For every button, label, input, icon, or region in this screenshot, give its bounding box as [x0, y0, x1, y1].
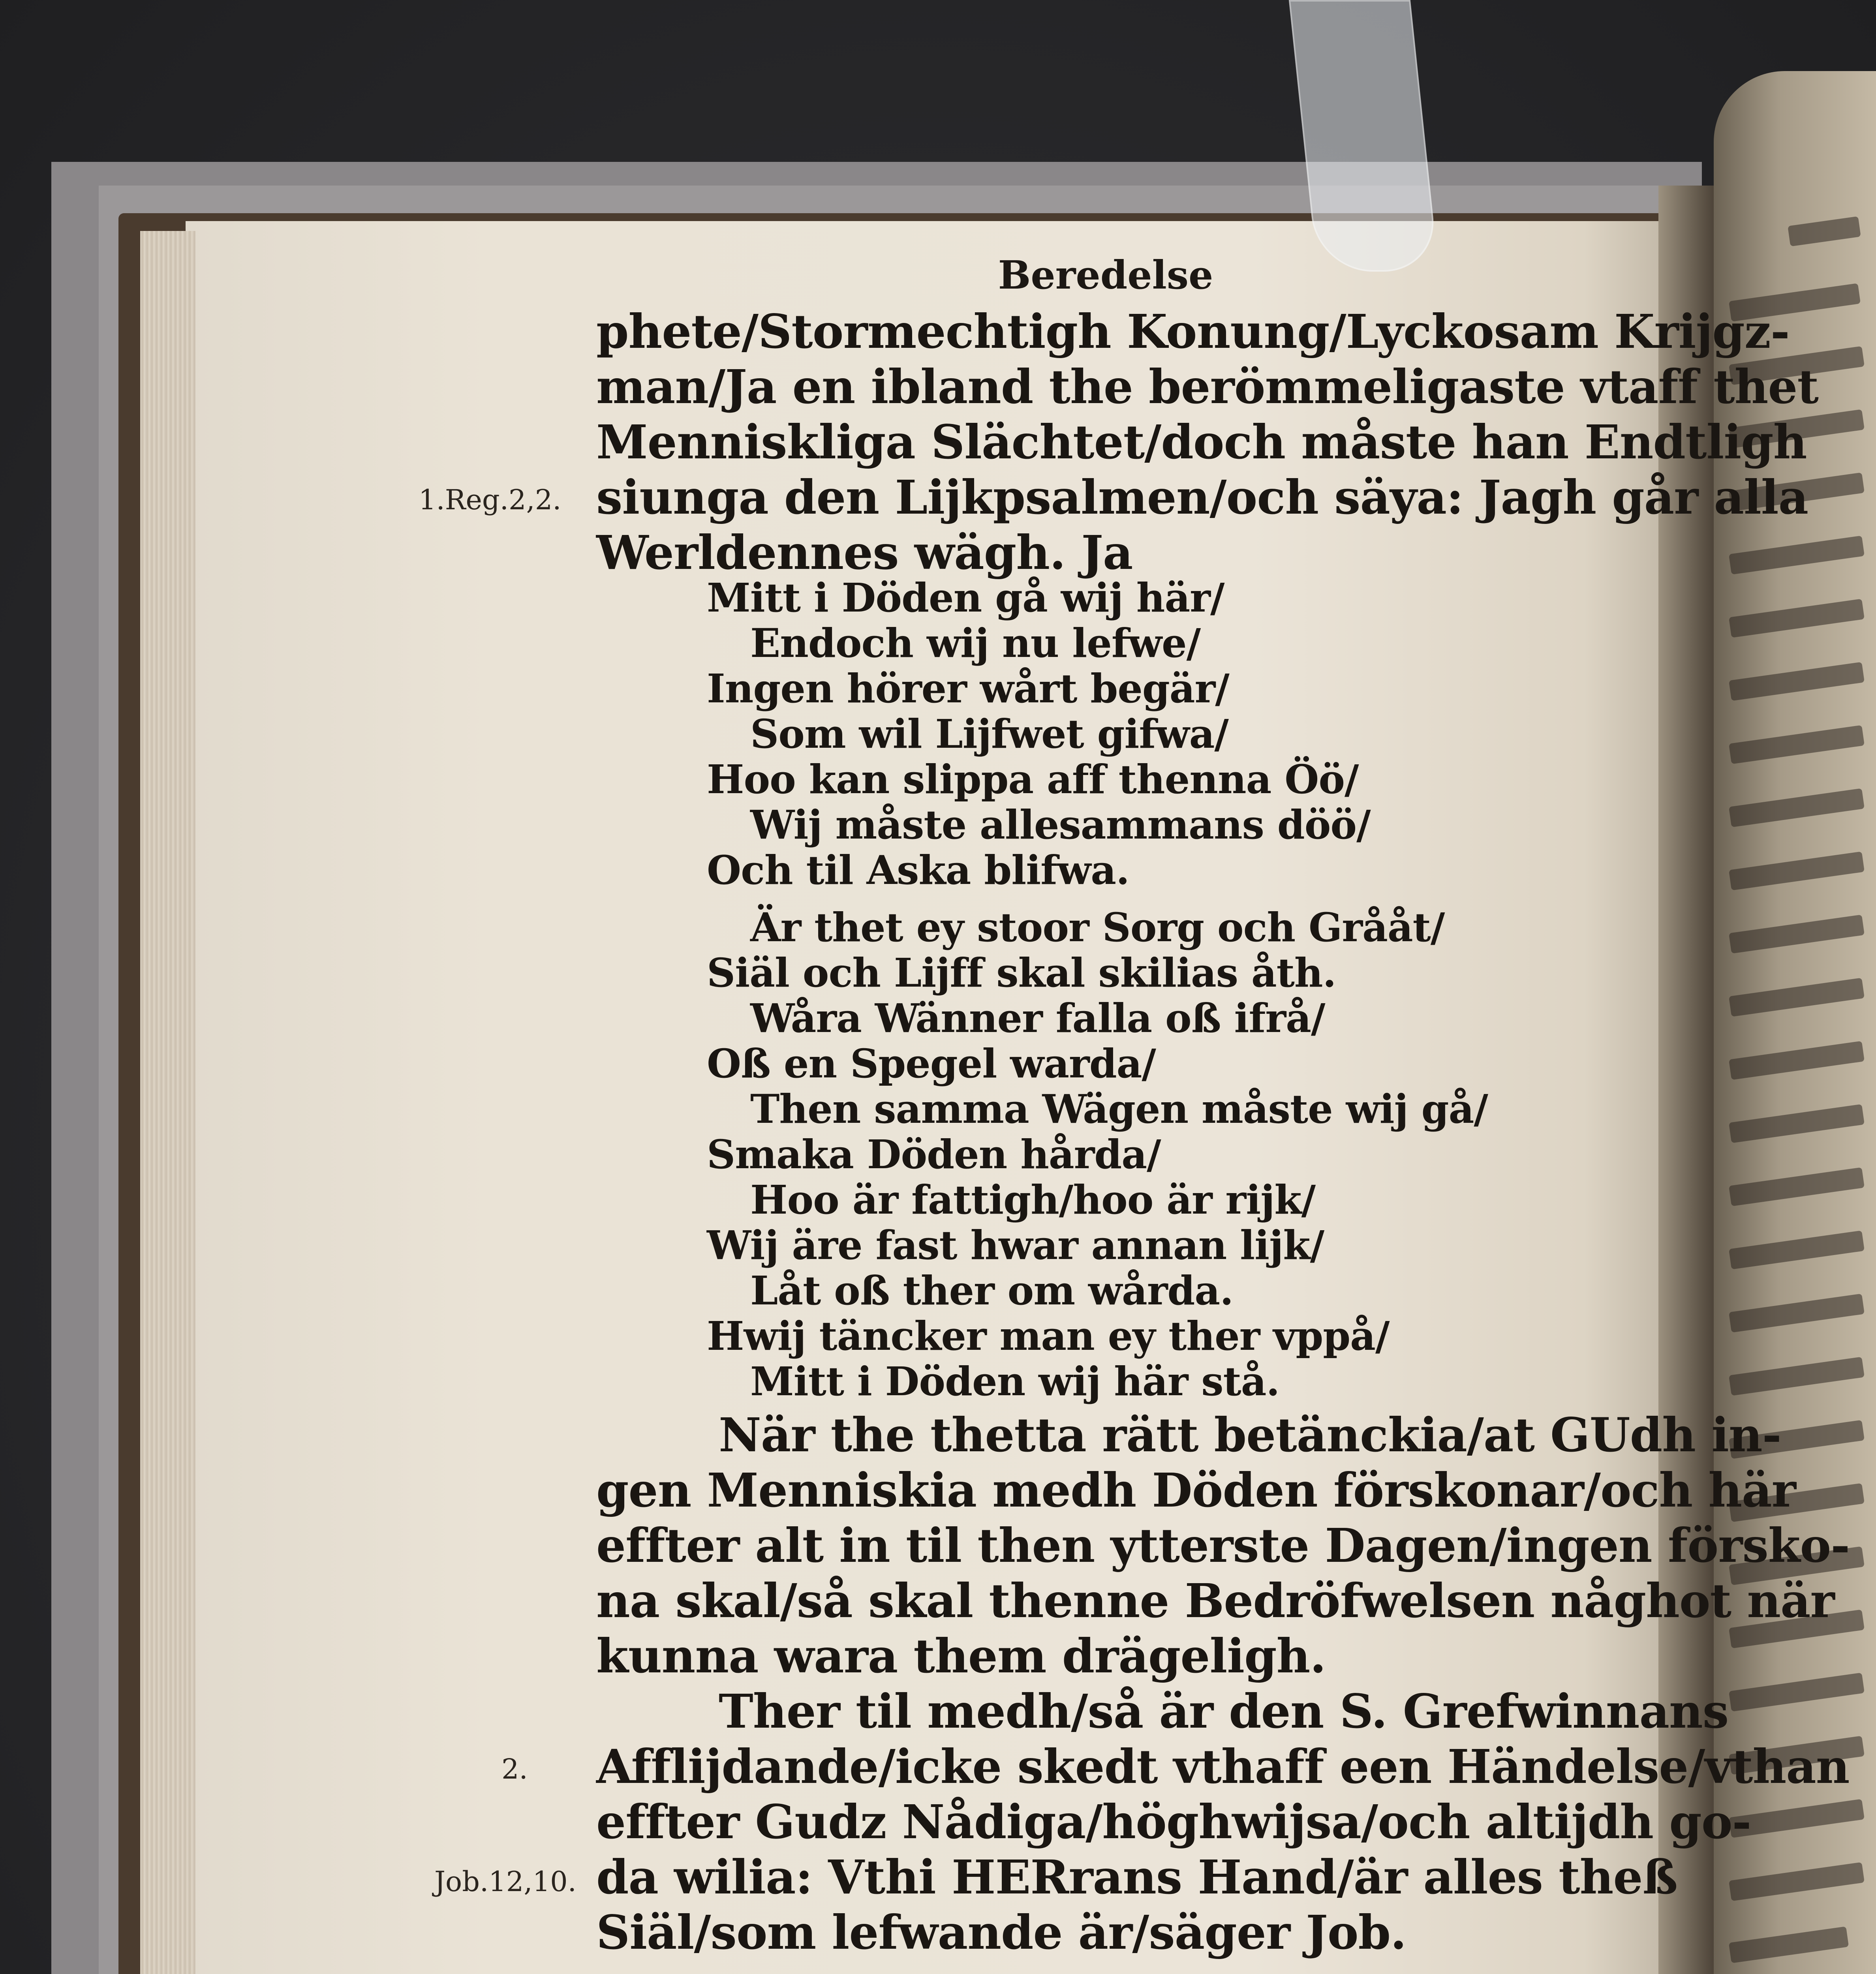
facing-text-fragment: [1729, 725, 1865, 764]
facing-text-fragment: [1729, 1862, 1865, 1901]
margin-note-number: 2.: [501, 1753, 528, 1785]
facing-text-fragment: [1729, 1673, 1865, 1712]
verse-line: Ingen hörer wårt begär/: [707, 665, 1229, 712]
facing-text-fragment: [1729, 1294, 1865, 1333]
facing-text-fragment: [1729, 599, 1865, 638]
text-line: Siäl/som lefwande är/säger Job.: [596, 1905, 1407, 1960]
running-head: Beredelse: [998, 253, 1213, 298]
facing-text-fragment: [1788, 216, 1861, 247]
verse-line: Är thet ey stoor Sorg och Grååt/: [750, 904, 1445, 951]
text-line: phete/Stormechtigh Konung/Lyckosam Krijgz-: [596, 304, 1790, 359]
facing-text-fragment: [1729, 852, 1865, 891]
verse-line: Mitt i Döden gå wij här/: [707, 574, 1224, 621]
text-line: gen Menniskia medh Döden förskonar/och här: [596, 1463, 1796, 1518]
facing-text-fragment: [1729, 536, 1865, 575]
facing-text-fragment: [1729, 1357, 1865, 1396]
verse-line: Wåra Wänner falla oß ifrå/: [750, 995, 1325, 1041]
facing-text-fragment: [1729, 1231, 1865, 1270]
verse-line: Oß en Spegel warda/: [707, 1040, 1156, 1087]
verse-line: Hwij täncker man ey ther vppå/: [707, 1313, 1390, 1359]
text-line: Affliјdande/icke skedt vthaff een Händelse/vthan: [596, 1739, 1850, 1794]
verse-line: Hoo är fattigh/hoo är rijk/: [750, 1177, 1316, 1223]
verse-line: Wij måste allesammans döö/: [750, 801, 1371, 848]
verse-line: Hoo kan slippa aff thenna Öö/: [707, 756, 1359, 803]
facing-text-fragment: [1729, 788, 1865, 828]
verse-line: Smaka Döden hårda/: [707, 1131, 1161, 1178]
text-line: Menniskliga Slächtet/doch måste han Endtligh: [596, 415, 1807, 469]
facing-text-fragment: [1729, 1926, 1849, 1963]
text-line: kunna wara them drägeligh.: [596, 1629, 1326, 1683]
text-line: effter Gudz Nådiga/höghwijsa/och altijdh go-: [596, 1794, 1751, 1849]
text-line: Werldennes wägh. Ja: [596, 525, 1133, 580]
facing-text-fragment: [1729, 1167, 1865, 1207]
verse-line: Then samma Wägen måste wij gå/: [750, 1086, 1488, 1132]
verse-line: Mitt i Döden wij här stå.: [750, 1358, 1280, 1405]
verse-line: Låt oß ther om wårda.: [750, 1267, 1234, 1314]
text-line: man/Ja en ibland the berömmeligaste vtaff thet: [596, 359, 1818, 414]
verse-line: Endoch wij nu lefwe/: [750, 620, 1201, 666]
text-line: da wilia: Vthi HERrans Hand/är alles theß: [596, 1850, 1678, 1905]
verse-line: Wij äre fast hwar annan lijk/: [707, 1222, 1324, 1268]
text-line: siunga den Lijkpsalmen/och säya: Jagh går alla: [596, 470, 1808, 525]
facing-text-fragment: [1729, 662, 1865, 701]
facing-text-fragment: [1729, 978, 1865, 1017]
margin-note-job: Job.12,10.: [434, 1865, 577, 1898]
text-line: När the thetta rätt betänckia/at GUdh in-: [719, 1407, 1781, 1462]
text-line: na skal/så skal thenne Bedröfwelsen någhot när: [596, 1573, 1835, 1628]
verse-line: Och til Aska blifwa.: [707, 847, 1129, 893]
facing-text-fragment: [1729, 1041, 1865, 1080]
verse-line: Som wil Lijfwet gifwa/: [750, 711, 1228, 757]
page-stack-edge: [140, 231, 195, 1974]
margin-note-kings: 1.Reg.2,2.: [419, 484, 561, 516]
text-line: Ther til medh/så är den S. Grefwinnans: [719, 1684, 1729, 1739]
facing-text-fragment: [1729, 915, 1865, 954]
verse-line: Siäl och Lijff skal skilias åth.: [707, 949, 1336, 996]
text-line: effter alt in til then ytterste Dagen/ingen förskо-: [596, 1518, 1850, 1573]
facing-text-fragment: [1729, 1104, 1865, 1143]
